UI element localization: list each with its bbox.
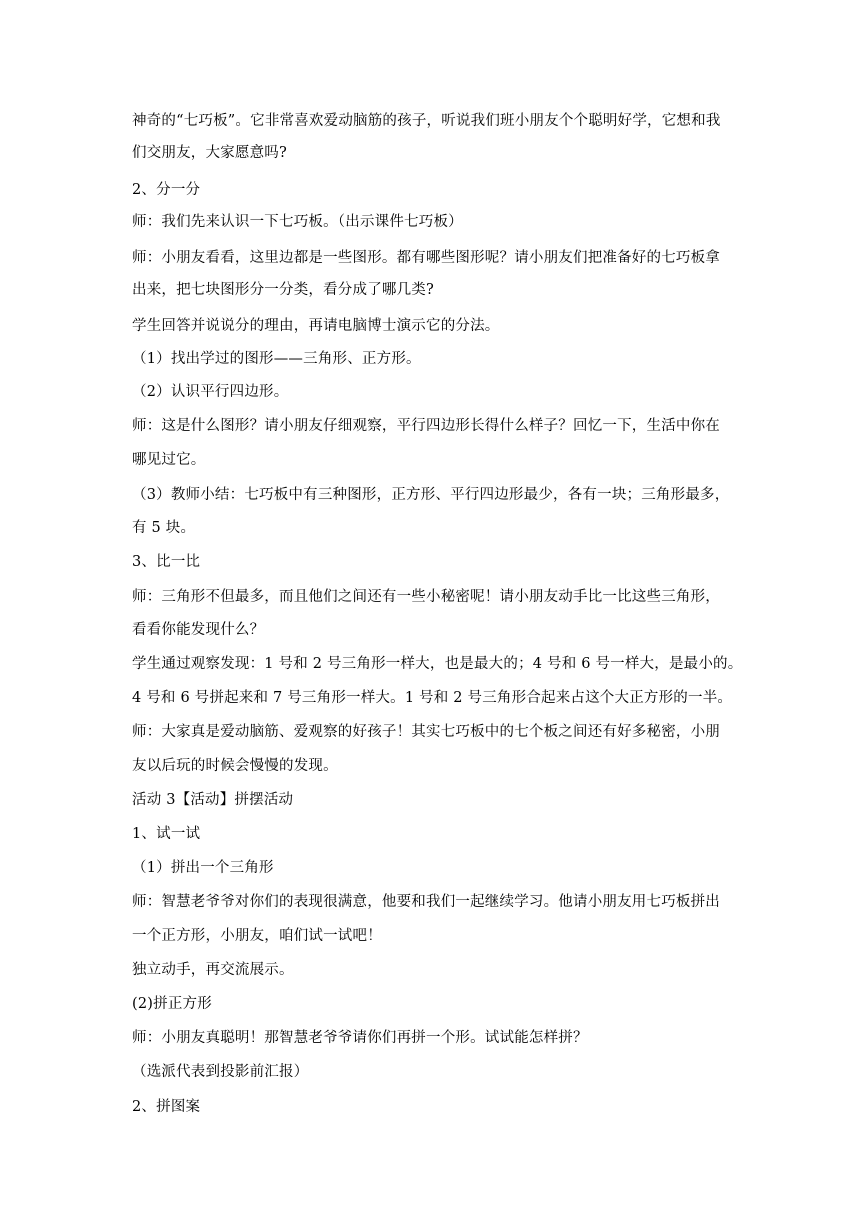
text-line: 师：我们先来认识一下七巧板。（出示课件七巧板） [132,214,463,230]
text-line: 看看你能发现什么？ [132,622,265,638]
text-line: 一个正方形，小朋友，咱们试一试吧！ [132,928,382,944]
text-line: （1）拼出一个三角形 [132,860,274,876]
section-heading: 2、分一分 [132,182,201,198]
text-line: 友以后玩的时候会慢慢的发现。 [132,758,338,774]
text-line: 神奇的“七巧板”。它非常喜欢爱动脑筋的孩子，听说我们班小朋友个个聪明好学，它想和我 [132,113,721,129]
text-line: （3）教师小结：七巧板中有三种图形，正方形、平行四边形最少，各有一块；三角形最多， [132,487,730,503]
text-line: （2）认识平行四边形。 [132,384,289,400]
text-line: 出来，把七块图形分一分类，看分成了哪几类? [132,282,434,298]
text-line: 师：智慧老爷爷对你们的表现很满意，他要和我们一起继续学习。他请小朋友用七巧板拼出 [132,894,720,910]
text-line: 师：大家真是爱动脑筋、爱观察的好孩子！其实七巧板中的七个板之间还有好多秘密，小朋 [132,724,720,740]
text-line: 独立动手，再交流展示。 [132,962,294,978]
section-heading: 1、试一试 [132,826,201,842]
activity-heading: 活动 3【活动】拼摆活动 [132,792,294,808]
text-line: （选派代表到投影前汇报） [132,1064,309,1080]
text-line: 师：小朋友真聪明！那智慧老爷爷请你们再拼一个形。试试能怎样拼？ [132,1030,588,1046]
text-line: 师：这是什么图形？请小朋友仔细观察，平行四边形长得什么样子？回忆一下，生活中你在 [132,418,720,434]
section-heading: 3、比一比 [132,554,201,570]
text-line: 4 号和 6 号拼起来和 7 号三角形一样大。1 号和 2 号三角形合起来占这个大正方形的一半。 [132,690,733,706]
text-line: (2)拼正方形 [132,996,212,1012]
text-line: 师：小朋友看看，这里边都是一些图形。都有哪些图形呢？请小朋友们把准备好的七巧板拿 [132,250,720,266]
text-line: 学生回答并说说分的理由，再请电脑博士演示它的分法。 [132,318,500,334]
text-line: 有 5 块。 [132,520,196,536]
section-heading: 2、拼图案 [132,1099,201,1115]
text-line: （1）找出学过的图形——三角形、正方形。 [132,351,421,367]
text-line: 们交朋友，大家愿意吗? [132,145,287,161]
text-line: 哪见过它。 [132,452,206,468]
text-line: 学生通过观察发现：1 号和 2 号三角形一样大，也是最大的；4 号和 6 号一样大，是最小的。 [132,656,743,672]
text-line: 师：三角形不但最多，而且他们之间还有一些小秘密呢！请小朋友动手比一比这些三角形， [132,589,720,605]
